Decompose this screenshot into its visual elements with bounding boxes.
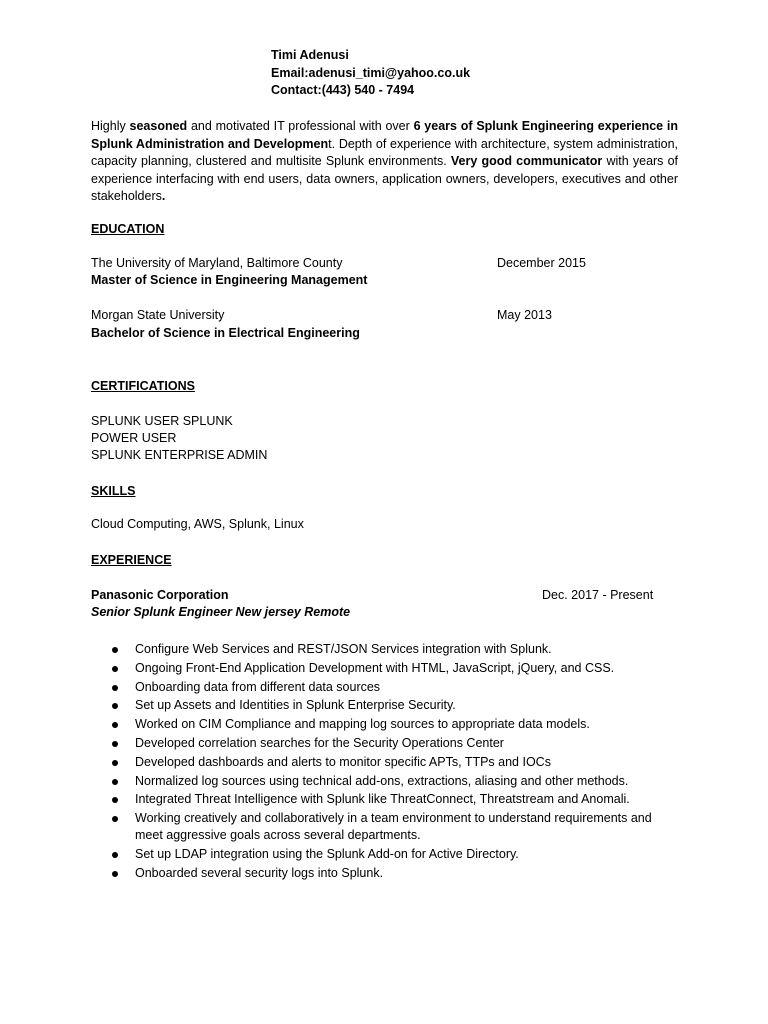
duty-text: Normalized log sources using technical add-ons, extractions, aliasing and other methods. (135, 773, 629, 788)
certification-item: SPLUNK ENTERPRISE ADMIN (91, 448, 268, 462)
duty-text: Working creatively and collaboratively in a team environment to understand requirements and meet aggressive goals across several departments. (135, 811, 652, 843)
list-item (91, 754, 681, 771)
summary-text: t. Depth of experience with architecture, system administration, capacity planning, clustered and multisite Splunk environments. (91, 136, 678, 168)
summary-text: and motivated IT professional with over (187, 119, 414, 133)
education-school: Morgan State University (91, 308, 225, 322)
bullet-icon (112, 722, 118, 728)
education-date: December 2015 (497, 256, 586, 270)
bullet-icon (112, 871, 118, 877)
summary-bold: 6 years of Splunk Engineering experience in Splunk Administration and Developmen (91, 119, 678, 151)
bullet-icon (112, 647, 118, 653)
duty-text: Configure Web Services and REST/JSON Services integration with Splunk. (135, 642, 552, 656)
certification-item: POWER USER (91, 431, 177, 445)
duty-text: Onboarded several security logs into Splunk. (135, 865, 384, 880)
professional-summary (91, 118, 678, 206)
company-name: Panasonic Corporation (91, 588, 229, 602)
summary-bold: . (161, 189, 166, 203)
job-title: Senior Splunk Engineer New jersey Remote (91, 605, 351, 619)
duties-list (91, 641, 681, 884)
list-item (91, 735, 681, 752)
candidate-name: Timi Adenusi (271, 48, 349, 62)
experience-heading: EXPERIENCE (91, 553, 172, 567)
summary-bold: Very good communicator (450, 154, 603, 168)
education-heading: EDUCATION (91, 222, 165, 236)
education-date: May 2013 (497, 308, 552, 322)
bullet-icon (112, 797, 118, 803)
list-item (91, 865, 681, 882)
skills-heading: SKILLS (91, 484, 136, 498)
education-school: The University of Maryland, Baltimore County (91, 256, 343, 270)
list-item (91, 791, 681, 808)
contact-header (271, 47, 470, 100)
summary-bold: seasoned (129, 119, 188, 133)
duty-text: Ongoing Front-End Application Development with HTML, JavaScript, jQuery, and CSS. (135, 660, 615, 675)
list-item (91, 660, 681, 677)
certification-item: SPLUNK USER SPLUNK (91, 414, 233, 428)
duty-text: Worked on CIM Compliance and mapping log sources to appropriate data models. (135, 717, 590, 732)
certifications-heading: CERTIFICATIONS (91, 379, 195, 393)
contact-line: Contact:(443) 540 - 7494 (271, 83, 415, 97)
list-item (91, 810, 681, 844)
list-item (91, 641, 681, 658)
bullet-icon (112, 852, 118, 858)
bullet-icon (112, 703, 118, 709)
education-degree: Bachelor of Science in Electrical Engineering (91, 326, 360, 340)
bullet-icon (112, 816, 118, 822)
bullet-icon (112, 741, 118, 747)
duty-text: Onboarding data from different data sources (135, 679, 381, 694)
bullet-icon (112, 685, 118, 691)
list-item (91, 846, 681, 863)
list-item (91, 773, 681, 790)
duty-text: Integrated Threat Intelligence with Splunk like ThreatConnect, Threatstream and Anomali. (135, 792, 630, 807)
bullet-icon (112, 666, 118, 672)
duty-text: Developed correlation searches for the Security Operations Center (135, 735, 504, 750)
duty-text: Set up LDAP integration using the Splunk Add-on for Active Directory. (135, 846, 519, 861)
list-item (91, 716, 681, 733)
duty-text: Developed dashboards and alerts to monitor specific APTs, TTPs and IOCs (135, 754, 551, 769)
summary-text: with years of experience interfacing with end users, data owners, application owners, developers, executives and other stakeholders (91, 154, 679, 203)
bullet-icon (112, 779, 118, 785)
bullet-icon (112, 760, 118, 766)
email-line: Email:adenusi_timi@yahoo.co.uk (271, 65, 471, 80)
summary-text: Highly (91, 119, 130, 133)
education-degree: Master of Science in Engineering Management (91, 273, 368, 287)
duty-text: Set up Assets and Identities in Splunk Enterprise Security. (135, 698, 456, 713)
employment-dates: Dec. 2017 - Present (542, 588, 654, 602)
skills-text: Cloud Computing, AWS, Splunk, Linux (91, 517, 304, 531)
list-item (91, 697, 681, 714)
list-item (91, 679, 681, 696)
